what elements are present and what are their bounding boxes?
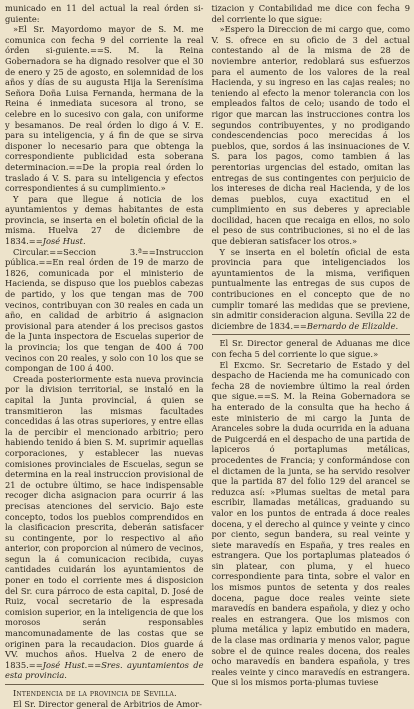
left-column bbox=[5, 3, 204, 709]
paragraph: tizacion y Contabilidad me dice con fecha 9 del corriente lo que sigue: bbox=[211, 3, 410, 24]
right-column bbox=[211, 3, 411, 688]
section-divider bbox=[5, 684, 204, 685]
paragraph-text: Y se inserta en el boletín oficial de esta provincia para que inteligenciados los ayuntamientos de la misma, verifiquen puntualmente las entregas de sus cupos de contribuciones en el concepto que de no cumplir tomaré las medidas que se previene, sin admitir consideracion alguna. Sevilla 22 de diciembre de 1834. bbox=[211, 246, 410, 331]
paragraph bbox=[212, 247, 411, 332]
paragraph: El Sr. Director general de Aduanas me dice con fecha 5 del corriente lo que sigue.» bbox=[211, 338, 410, 359]
paragraph-text: Creada posteriormente esta nueva provincia por la division territorial, se instaló en la capital la Junta provincial, á quien se transmitieron las mismas facultades concedidas á las otras superiores, y entre ellas la de percibir el mencionado arbitrio; pero habiendo tenido á bien S. M. suprimir aquellas corporaciones, y establecer las nuevas comisiones provinciales de Escuelas, segun se determina en la real instruccion provisional de 21 de octubre último, se hace indispensable recoger dicha asignacion para ocurrir á las precisas atenciones del servicio. Bajo este concepto, todos los pueblos comprendidos en la clasificacion prescrita, deberán satisfacer su contingente, por lo respectivo al año anterior, con proporcion al número de vecinos, segun la á comunicacion recibida, cuyas cantidades cuidarán los ayuntamientos de poner en todo el corriente mes á disposicion del Sr. cura párroco de esta capital, D. José de Ruiz, vocal secretario de la espresada comision superior, en la inteligencia de que los morosos serán responsables mancomunadamente de las costas que se originen para la recaudacion. Dios guarde á VV. muchos años. Huelva 2 de enero de 1835. bbox=[5, 373, 204, 670]
paragraph-text: Y para que llegue á noticia de los ayuntamientos y demas habitantes de esta provincia, se inserta en el boletín oficial de la misma. Huelva 27 de diciembre de 1834. bbox=[5, 193, 204, 247]
signature: ==José Hust.==Sres. ayuntamientos de esta provincia. bbox=[5, 659, 204, 681]
paragraph: El Sr. Director general de Arbitrios de Amor- bbox=[13, 698, 202, 709]
section-divider bbox=[212, 334, 411, 335]
signature: ==José Hust. bbox=[28, 236, 86, 247]
paragraph: »El Sr. Mayordomo mayor de S. M. me comunica con fecha 9 del corriente la real órden si-guiente.==S. M. la Reina Gobernadora se ha dignado resolver que el 30 de enero y 25 de agosto, en solemnidad de los años y días de su augusta Hija la Serenísima Señora Doña Luisa Fernanda, hermana de la Reina é inmediata sucesora al trono, se celebre en lo sucesivo con gala, con uniforme y besamanos. De real órden lo digo á V. E. para su inteligencia, y á fin de que se sirva disponer lo necesario para que obtenga la correspondiente publicidad esta soberana determinacion.==De la propia real órden lo traslado á V. S. para su inteligencia y efectos correspondientes á su cumplimiento.» bbox=[5, 24, 204, 194]
paragraph: »Espero la Direccion de mi cargo que, como V. S. ofrece en su oficio de 3 del actual contestando al de la misma de 28 de noviembre anterior, redoblará sus esfuerzos para el aumento de los valores de la real Hacienda, y su ingreso en las cajas reales; no teniendo al efecto la menor tolerancia con los empleados faltos de celo; usando de todo el rigor que marcan las instrucciones contra los segundos contribuyentes, y no prodigando condescendencias poco merecidas á los pueblos, que, sordos á las insinuaciones de V. S. para los pagos, como tambien á las perentorias urgencias del estado, omitan las entregas de sus contingentes con perjuicio de los intereses de dicha real Hacienda, y de los demas pueblos, cuya exactitud en el cumplimiento en sus deberes y apreciable docilidad, hacen que recaiga en ellos, no solo el peso de sus contribuciones, si no el de las que debieran satisfacer los otros.» bbox=[211, 24, 410, 247]
paragraph bbox=[5, 374, 204, 681]
paragraph bbox=[5, 194, 204, 247]
paragraph: municado en 11 del actual la real órden si-guiente: bbox=[5, 3, 204, 24]
section-heading: Intendencia de la provincia de Sevilla. bbox=[13, 688, 177, 698]
signature: ==Bernardo de Elizalde. bbox=[292, 320, 399, 331]
two-column-layout bbox=[5, 3, 410, 709]
paragraph: Circular.==Seccion 3.ª==Instruccion pública.==En real órden de 19 de marzo de 1826, comunicada por el ministerio de Hacienda, se dispuso que los pueblos cabezas de partido, y los que tengan mas de 700 vecinos, contribuyan con 30 reales en cada un año, en calidad de arbitrio á asignacion provisional para atender á los precisos gastos de la Junta inspectora de Escuelas superior de la provincia; los que tengan de 400 á 700 vecinos con 20 reales, y solo con 10 los que se compongan de 100 á 400. bbox=[5, 246, 204, 374]
paragraph: El Excmo. Sr. Secretario de Estado y del despacho de Hacienda me ha comunicado con fecha 28 de noviembre último la real órden que sigue.==S. M. la Reina Gobernadora se ha enterado de la consulta que ha hecho á este ministerio de mi cargo la Junta de Aranceles sobre la duda ocurrida en la aduana de Puigcerdá en el despacho de una partida de lapiceros ó portaplumas metálicas, procedentes de Francia; y conformándose con el dictamen de la junta, se ha servido resolver que la partida 87 del folio 129 del arancel se reduzca así: »Plumas sueltas de metal para escribir, llamadas metálicas, graduando su valor en los puntos de entrada á doce reales docena, y el derecho al quince y veinte y cinco por ciento, segun bandera, su real veinte y siete maravedís en España, y tres reales en estrangera. Que los portaplumas plateados ó sin platear, con pluma, y el hueco correspondiente para tinta, sobre el valor en los mismos puntos de setenta y dos reales docena, pague doce reales veinte siete maravedís en bandera española, y diez y ocho reales en estrangera. Que los mismos con pluma metálica y lapiz embutido en madera, de la clase mas ordinaria y menos valor, pague sobre el de quince reales docena, dos reales ocho maravedís en bandera española, y tres reales veinte y cinco maravedís en estrangera. Que si los mismos porta-plumas tuviese bbox=[211, 359, 410, 688]
